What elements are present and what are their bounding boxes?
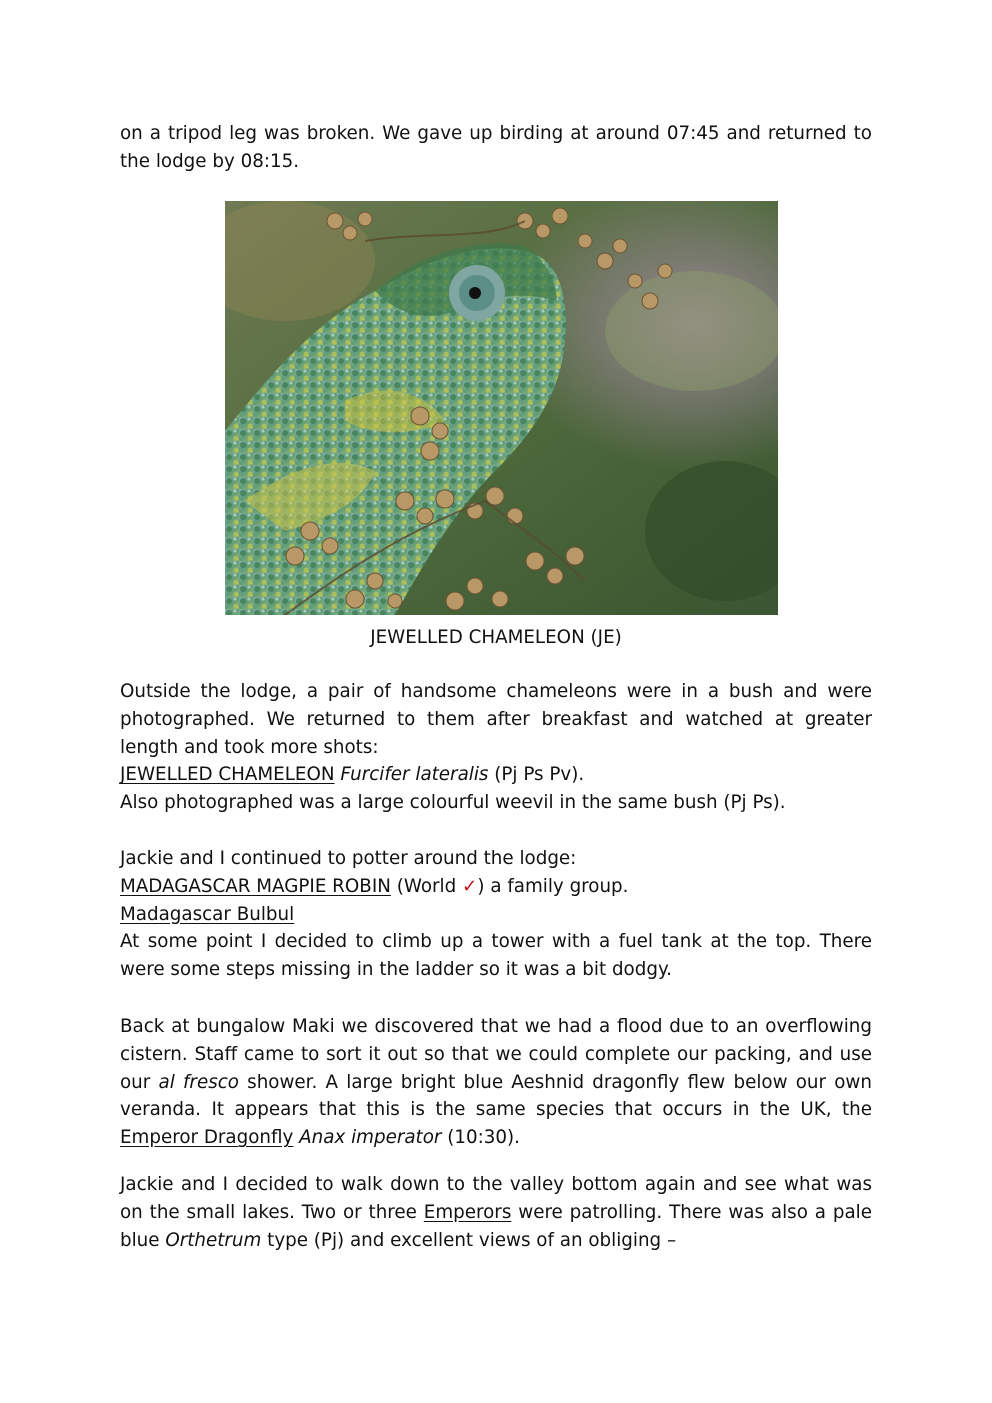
robin-name: MADAGASCAR MAGPIE ROBIN bbox=[120, 875, 391, 897]
robin-pre-tick: (World bbox=[390, 875, 463, 897]
para4-line-2 bbox=[120, 1199, 872, 1227]
para4-line-3-pre: blue bbox=[120, 1229, 166, 1251]
intro-line-2: the lodge by 08:15. bbox=[120, 150, 300, 172]
para4-line-3-post: type (Pj) and excellent views of an obliging – bbox=[261, 1229, 677, 1251]
para1-line-3: length and took more shots: bbox=[120, 736, 379, 758]
paragraph-lodge bbox=[120, 845, 872, 984]
para1-line-1: Outside the lodge, a pair of handsome chameleons were in a bush and were bbox=[120, 681, 872, 702]
para3-line-2: cistern. Staff came to sort it out so that we could complete our packing, and use bbox=[120, 1043, 872, 1065]
species-entry-emperor bbox=[120, 1124, 872, 1152]
para4-line-1: Jackie and I decided to walk down to the valley bottom again and see what was bbox=[120, 1174, 872, 1195]
orthetrum: Orthetrum bbox=[165, 1229, 262, 1251]
paragraph-valley bbox=[120, 1171, 872, 1254]
para4-line-2-post: were patrolling. There was also a pale bbox=[511, 1201, 872, 1223]
para3-line-3-post: shower. A large bright blue Aeshnid dragonfly flew below our own bbox=[238, 1071, 872, 1093]
para1-line-2: photographed. We returned to them after breakfast and watched at greater bbox=[120, 708, 872, 730]
emperor-latin: Anax imperator bbox=[299, 1127, 442, 1149]
para3-line-3-pre: our bbox=[120, 1071, 159, 1093]
species-suffix: (Pj Ps Pv). bbox=[488, 764, 585, 786]
chameleon-photo bbox=[225, 201, 778, 615]
al-fresco: al fresco bbox=[158, 1071, 239, 1093]
emperors-link: Emperors bbox=[423, 1201, 512, 1223]
tower-line-2: were some steps missing in the ladder so it was a bit dodgy. bbox=[120, 959, 672, 981]
species-entry-bulbul bbox=[120, 901, 872, 929]
chameleon-illustration bbox=[225, 201, 778, 615]
species-entry-robin bbox=[120, 873, 872, 901]
emperor-time: (10:30). bbox=[441, 1127, 520, 1149]
weevil-line: Also photographed was a large colourful weevil in the same bush (Pj Ps). bbox=[120, 792, 786, 814]
bulbul-name: Madagascar Bulbul bbox=[120, 903, 295, 925]
photo-caption: JEWELLED CHAMELEON (JE) bbox=[370, 627, 622, 648]
species-entry-chameleon bbox=[120, 761, 872, 789]
paragraph-bungalow bbox=[120, 1013, 872, 1152]
para4-line-2-pre: on the small lakes. Two or three bbox=[120, 1201, 424, 1223]
tower-line-1: At some point I decided to climb up a tower with a fuel tank at the top. There bbox=[120, 931, 872, 953]
para2-intro: Jackie and I continued to potter around the lodge: bbox=[120, 848, 577, 869]
para3-line-4: veranda. It appears that this is the same species that occurs in the UK, the bbox=[120, 1099, 872, 1121]
para3-line-1: Back at bungalow Maki we discovered that we had a flood due to an overflowing bbox=[120, 1016, 872, 1037]
species-latin: Furcifer lateralis bbox=[340, 764, 489, 786]
check-icon: ✓ bbox=[462, 875, 478, 897]
para3-line-3 bbox=[120, 1069, 872, 1097]
emperor-name: Emperor Dragonfly bbox=[120, 1127, 294, 1149]
paragraph-chameleons bbox=[120, 678, 872, 817]
robin-post-tick: ) a family group. bbox=[477, 875, 629, 897]
species-name: JEWELLED CHAMELEON bbox=[120, 764, 335, 786]
intro-line-1: on a tripod leg was broken. We gave up birding at around 07:45 and returned to bbox=[120, 123, 872, 144]
intro-paragraph bbox=[120, 120, 872, 176]
para4-line-3 bbox=[120, 1227, 872, 1255]
